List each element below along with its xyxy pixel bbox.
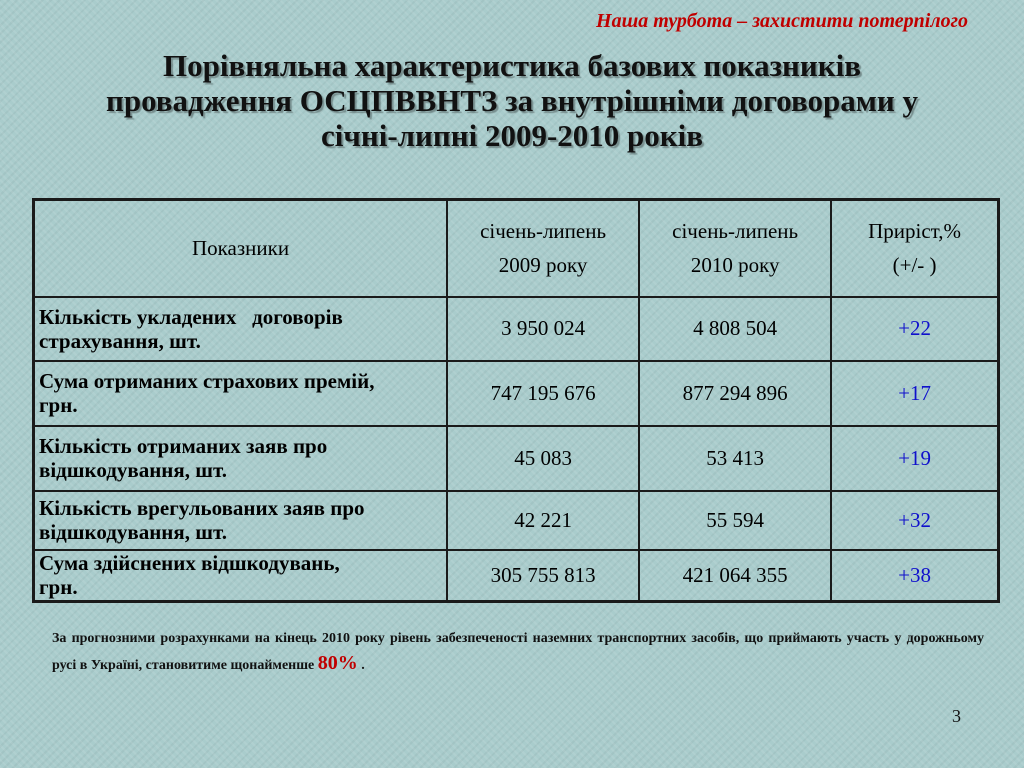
growth-value: +19 [831, 426, 998, 491]
row-label: Сума здійснених відшкодувань, грн. [34, 550, 448, 602]
note-percent: 80% [317, 652, 358, 674]
table-row [34, 297, 999, 361]
row-label: Кількість врегульованих заяв про відшкодування, шт. [34, 491, 448, 550]
table-header-row [34, 200, 999, 297]
row-label: Кількість укладених договорів страхування, шт. [34, 297, 448, 361]
growth-value: +38 [831, 550, 998, 602]
title-line-3: січні-липні 2009-2010 років [320, 118, 704, 153]
value-2009: 45 083 [447, 426, 639, 491]
header-period-2010: січень-липень 2010 року [639, 200, 831, 297]
growth-value: +32 [831, 491, 998, 550]
table-row [34, 426, 999, 491]
value-2010: 421 064 355 [639, 550, 831, 602]
value-2009: 747 195 676 [447, 361, 639, 426]
forecast-note [52, 626, 984, 678]
value-2010: 55 594 [639, 491, 831, 550]
page-title [20, 48, 1004, 153]
table-row [34, 361, 999, 426]
note-text: За прогнозними розрахунками на кінець 2010 року рівень забезпеченості наземних транспортних засобів, що приймають участь у дорожньому русі в Україні, становитиме щонайменше [52, 631, 984, 673]
title-line-1: Порівняльна характеристика базових показників [162, 48, 861, 83]
header-period-2009: січень-липень 2009 року [447, 200, 639, 297]
value-2010: 4 808 504 [639, 297, 831, 361]
table-row [34, 550, 999, 602]
page-number: 3 [952, 706, 961, 726]
value-2009: 305 755 813 [447, 550, 639, 602]
growth-value: +22 [831, 297, 998, 361]
table-row [34, 491, 999, 550]
value-2010: 877 294 896 [639, 361, 831, 426]
note-end: . [361, 658, 365, 673]
value-2009: 42 221 [447, 491, 639, 550]
header-growth: Приріст,% (+/- ) [831, 200, 998, 297]
indicators-table [32, 198, 1000, 603]
row-label: Сума отриманих страхових премій, грн. [34, 361, 448, 426]
title-line-2: провадження ОСЦПВВНТЗ за внутрішніми договорами у [105, 83, 919, 118]
value-2010: 53 413 [639, 426, 831, 491]
row-label: Кількість отриманих заяв про відшкодування, шт. [34, 426, 448, 491]
slogan: Наша турбота – захистити потерпілого [596, 10, 968, 32]
header-indicator: Показники [34, 200, 448, 297]
growth-value: +17 [831, 361, 998, 426]
value-2009: 3 950 024 [447, 297, 639, 361]
